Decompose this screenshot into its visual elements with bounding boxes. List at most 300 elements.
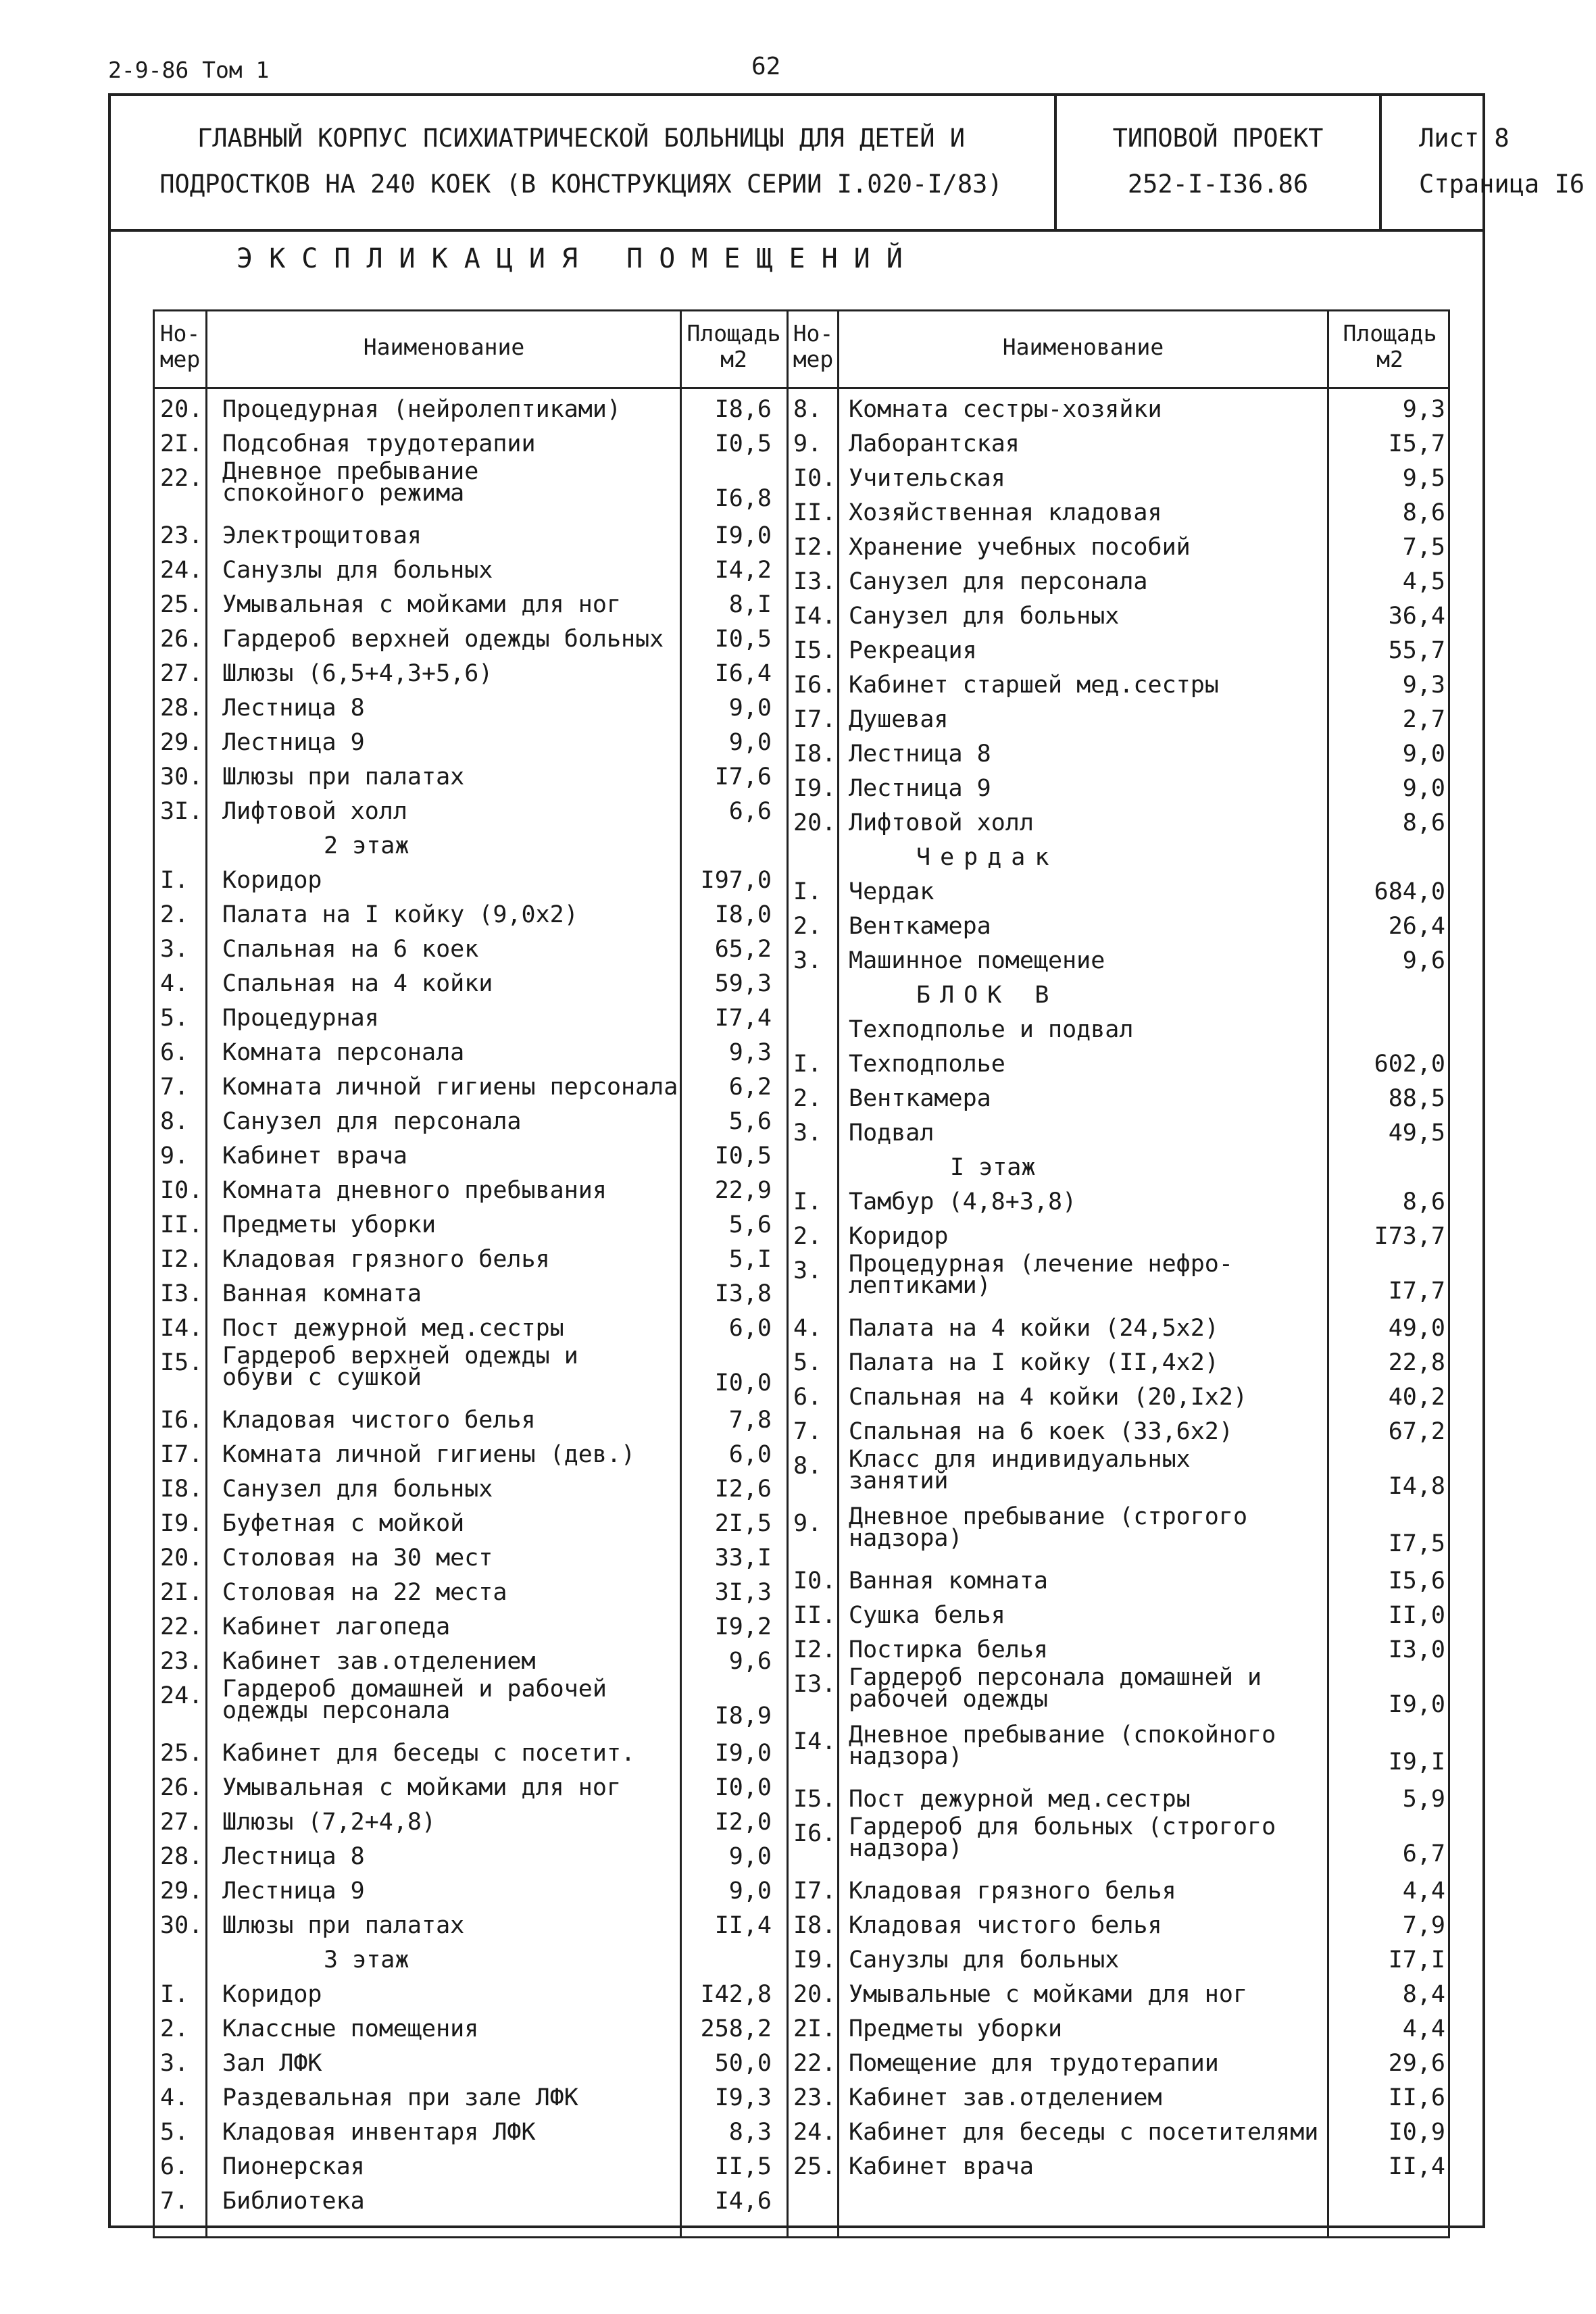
room-number: I. [160, 1981, 189, 2008]
room-name: Умывальные с мойками для ног [849, 1981, 1248, 2008]
room-number: I. [160, 867, 189, 894]
room-area: I0,5 [714, 430, 772, 457]
col-divider [1327, 311, 1329, 2236]
room-number: 26. [160, 626, 203, 653]
room-name: Учительская [849, 465, 1005, 492]
room-name: Классные помещения [222, 2015, 479, 2042]
room-area: 22,9 [714, 1177, 772, 1204]
room-number: I8. [793, 740, 837, 768]
room-number: 6. [160, 2153, 189, 2180]
room-name: Кабинет для беседы с посетителями [849, 2119, 1319, 2146]
room-number: I6. [160, 1407, 203, 1434]
room-area: 36,4 [1388, 603, 1445, 630]
room-name: Спальная на 4 койки (20,Iх2) [849, 1384, 1248, 1411]
room-number: I5. [793, 637, 837, 664]
room-area: 4,4 [1402, 2015, 1445, 2042]
sheet-cell [1382, 93, 1585, 229]
room-area: 8,6 [1402, 1188, 1445, 1215]
room-name: Пост дежурной мед.сестры [849, 1786, 1191, 1813]
room-name-continued: надзора) [849, 1743, 963, 1770]
room-area: I7,I [1388, 1946, 1445, 1973]
room-number: I7. [160, 1441, 203, 1468]
room-number: I9. [160, 1510, 203, 1537]
room-name: Венткамера [849, 913, 991, 940]
title-block [108, 93, 1585, 232]
room-area: 9,3 [728, 1039, 772, 1066]
room-name: Санузел для больных [849, 603, 1120, 630]
sheet-number: Лист 8 [1419, 123, 1510, 153]
room-number: 9. [793, 430, 822, 457]
room-name: Подвал [849, 1120, 934, 1147]
room-name: Дневное пребывание (спокойного [849, 1721, 1276, 1749]
room-area: 8,6 [1402, 499, 1445, 526]
room-area: 6,0 [728, 1315, 772, 1342]
room-area: I0,0 [714, 1774, 772, 1801]
room-number: I0. [160, 1177, 203, 1204]
room-name: Комната личной гигиены (дев.) [222, 1441, 636, 1468]
room-area: 5,6 [728, 1108, 772, 1135]
room-number: 7. [160, 1074, 189, 1101]
room-number: 8. [793, 1453, 822, 1480]
room-area: I0,9 [1388, 2119, 1445, 2146]
room-name: Кабинет врача [849, 2153, 1034, 2180]
room-area: 9,3 [1402, 396, 1445, 423]
room-name-continued: рабочей одежды [849, 1686, 1049, 1713]
room-area: 9,0 [728, 1878, 772, 1905]
page-number: 62 [751, 53, 781, 80]
room-area: I9,0 [1388, 1691, 1445, 1718]
room-number: 2I. [160, 1579, 203, 1606]
room-name: Чердак [849, 878, 934, 905]
room-name: Техподполье и подвал [849, 1016, 1134, 1043]
room-name: Техподполье [849, 1051, 1005, 1078]
room-name: Раздевальная при зале ЛФК [222, 2084, 578, 2111]
room-name: Санузлы для больных [849, 1946, 1120, 1973]
room-name: Спальная на 6 коек [222, 936, 479, 963]
room-area: 22,8 [1388, 1349, 1445, 1376]
room-name: Комната персонала [222, 1039, 465, 1066]
room-name: Кабинет старшей мед.сестры [849, 672, 1219, 699]
room-number: 23. [160, 522, 203, 549]
room-name: Процедурная (лечение нефро- [849, 1251, 1233, 1278]
room-area: I6,8 [714, 485, 772, 512]
room-name: Коридор [222, 867, 322, 894]
room-number: 2. [160, 2015, 189, 2042]
title-line-2: ПОДРОСТКОВ НА 240 КОЕК (В КОНСТРУКЦИЯХ СЕРИИ I.020-I/83) [159, 169, 1003, 199]
room-number: 7. [160, 2188, 189, 2215]
room-area: 7,9 [1402, 1912, 1445, 1939]
room-area: 3I,3 [714, 1579, 772, 1606]
room-name: Зал ЛФК [222, 2050, 322, 2077]
document-code: 2-9-86 Том 1 [108, 57, 270, 83]
room-area: 4,4 [1402, 1878, 1445, 1905]
room-number: 5. [160, 1005, 189, 1032]
room-number: 22. [160, 1613, 203, 1640]
room-number: 20. [160, 1544, 203, 1571]
room-name: Шлюзы (7,2+4,8) [222, 1809, 437, 1836]
header-name-right: Наименование [1002, 334, 1164, 360]
room-area: 49,5 [1388, 1120, 1445, 1147]
room-area: I4,2 [714, 557, 772, 584]
floor-title: 3 этаж [324, 1946, 409, 1973]
room-name: Шлюзы при палатах [222, 763, 465, 790]
room-name: Столовая на 22 места [222, 1579, 507, 1606]
room-name-continued: надзора) [849, 1835, 963, 1862]
room-number: 29. [160, 1878, 203, 1905]
room-name: Коридор [849, 1223, 949, 1250]
room-area: 9,5 [1402, 465, 1445, 492]
room-number: 25. [160, 591, 203, 618]
room-number: 23. [160, 1648, 203, 1675]
header-divider [155, 387, 1448, 389]
room-area: 9,0 [728, 695, 772, 722]
room-number: 9. [793, 1510, 822, 1537]
room-number: I2. [793, 534, 837, 561]
room-area: 9,0 [728, 1843, 772, 1870]
room-number: 3. [793, 1257, 822, 1284]
room-area: II,0 [1388, 1602, 1445, 1629]
room-area: 50,0 [714, 2050, 772, 2077]
room-area: 8,4 [1402, 1981, 1445, 2008]
room-area: 2I,5 [714, 1510, 772, 1537]
room-number: I5. [160, 1349, 203, 1376]
room-name: Комната личной гигиены персонала [222, 1074, 678, 1101]
room-name: Спальная на 4 койки [222, 970, 493, 997]
room-number: 3. [160, 2050, 189, 2077]
room-name: Душевая [849, 706, 949, 733]
room-name: Столовая на 30 мест [222, 1544, 493, 1571]
room-number: I5. [793, 1786, 837, 1813]
room-name: Помещение для трудотерапии [849, 2050, 1219, 2077]
room-name: Ванная комната [222, 1280, 422, 1307]
room-number: 2I. [160, 430, 203, 457]
room-number: 2. [160, 901, 189, 928]
room-number: I0. [793, 465, 837, 492]
room-name: Коридор [222, 1981, 322, 2008]
sheet-page: Страница I6 [1419, 169, 1585, 199]
room-number: I9. [793, 775, 837, 802]
room-area: I7,6 [714, 763, 772, 790]
room-name: Лестница 8 [222, 695, 365, 722]
room-name: Кабинет зав.отделением [849, 2084, 1162, 2111]
room-area: 65,2 [714, 936, 772, 963]
room-number: I7. [793, 1878, 837, 1905]
room-name: Палата на 4 койки (24,5х2) [849, 1315, 1219, 1342]
room-number: I6. [793, 672, 837, 699]
room-number: 30. [160, 763, 203, 790]
section-title: БЛОК В [916, 982, 1059, 1009]
room-number: 3. [160, 936, 189, 963]
room-area: I2,6 [714, 1476, 772, 1503]
room-number: I3. [160, 1280, 203, 1307]
col-divider [837, 311, 839, 2236]
room-area: I2,0 [714, 1809, 772, 1836]
room-number: 6. [160, 1039, 189, 1066]
room-name: Лестница 9 [849, 775, 991, 802]
room-name-continued: занятий [849, 1467, 949, 1494]
room-number: 4. [160, 2084, 189, 2111]
room-area: 8,I [728, 591, 772, 618]
room-number: 5. [160, 2119, 189, 2146]
room-name: Умывальная с мойками для ног [222, 1774, 622, 1801]
room-area: II,4 [714, 1912, 772, 1939]
room-number: 24. [793, 2119, 837, 2146]
room-area: I3,0 [1388, 1636, 1445, 1663]
floor-title: 2 этаж [324, 832, 409, 859]
col-divider [787, 311, 789, 2236]
room-name: Кабинет для беседы с посетит. [222, 1740, 636, 1767]
room-name: Лестница 9 [222, 729, 365, 756]
room-name: Электрощитовая [222, 522, 422, 549]
room-number: 6. [793, 1384, 822, 1411]
project-label: ТИПОВОЙ ПРОЕКТ [1112, 123, 1324, 153]
room-name: Кладовая чистого белья [222, 1407, 536, 1434]
room-name: Дневное пребывание (строгого [849, 1503, 1248, 1530]
col-divider [680, 311, 682, 2236]
room-number: 9. [160, 1142, 189, 1169]
room-name: Шлюзы при палатах [222, 1912, 465, 1939]
room-number: I8. [793, 1912, 837, 1939]
room-area: I9,0 [714, 1740, 772, 1767]
room-number: 20. [793, 1981, 837, 2008]
room-name: Кладовая грязного белья [222, 1246, 550, 1273]
room-area: I4,6 [714, 2188, 772, 2215]
floor-title: I этаж [950, 1154, 1036, 1181]
room-name: Санузел для персонала [222, 1108, 522, 1135]
room-name: Кладовая чистого белья [849, 1912, 1162, 1939]
room-name: Тамбур (4,8+3,8) [849, 1188, 1077, 1215]
room-name: Лестница 8 [849, 740, 991, 768]
room-number: 4. [793, 1315, 822, 1342]
room-area: II,5 [714, 2153, 772, 2180]
room-area: 6,7 [1402, 1840, 1445, 1867]
room-area: I0,5 [714, 626, 772, 653]
room-number: II. [160, 1211, 203, 1238]
room-area: 2,7 [1402, 706, 1445, 733]
room-area: I9,2 [714, 1613, 772, 1640]
room-area: II,6 [1388, 2084, 1445, 2111]
room-area: 9,0 [1402, 740, 1445, 768]
room-area: I8,0 [714, 901, 772, 928]
room-area: 88,5 [1388, 1085, 1445, 1112]
room-number: I4. [793, 603, 837, 630]
room-area: 29,6 [1388, 2050, 1445, 2077]
room-name: Лаборантская [849, 430, 1020, 457]
room-number: 4. [160, 970, 189, 997]
room-area: 5,9 [1402, 1786, 1445, 1813]
room-area: I5,6 [1388, 1567, 1445, 1594]
room-number: I. [793, 1051, 822, 1078]
room-number: 20. [160, 396, 203, 423]
header-name-left: Наименование [363, 334, 525, 360]
room-name: Кабинет лагопеда [222, 1613, 451, 1640]
room-area: I5,7 [1388, 430, 1445, 457]
room-number: I. [793, 1188, 822, 1215]
room-number: 3I. [160, 798, 203, 825]
room-name: Библиотека [222, 2188, 365, 2215]
room-number: 22. [160, 465, 203, 492]
room-number: 24. [160, 1682, 203, 1709]
room-number: I. [793, 878, 822, 905]
room-area: 55,7 [1388, 637, 1445, 664]
room-name: Постирка белья [849, 1636, 1049, 1663]
room-name: Палата на I койку (II,4х2) [849, 1349, 1219, 1376]
room-number: I3. [793, 1671, 837, 1698]
room-name: Санузел для персонала [849, 568, 1148, 595]
room-name: Сушка белья [849, 1602, 1005, 1629]
room-name: Шлюзы (6,5+4,3+5,6) [222, 660, 493, 687]
room-name: Кабинет зав.отделением [222, 1648, 536, 1675]
room-area: 49,0 [1388, 1315, 1445, 1342]
room-area: 684,0 [1374, 878, 1445, 905]
room-area: I3,8 [714, 1280, 772, 1307]
room-number: 8. [160, 1108, 189, 1135]
room-name: Гардероб верхней одежды и [222, 1342, 578, 1369]
room-number: I0. [793, 1567, 837, 1594]
room-name-continued: спокойного режима [222, 480, 465, 507]
room-name: Венткамера [849, 1085, 991, 1112]
room-area: 602,0 [1374, 1051, 1445, 1078]
room-name: Лифтовой холл [222, 798, 407, 825]
room-area: 9,3 [1402, 672, 1445, 699]
room-area: 9,0 [728, 729, 772, 756]
room-name: Кладовая инвентаря ЛФК [222, 2119, 536, 2146]
room-number: 23. [793, 2084, 837, 2111]
header-area-left: Площадь м2 [687, 320, 781, 372]
room-name-continued: лептиками) [849, 1272, 991, 1299]
rooms-table [153, 309, 1450, 2238]
room-name: Санузел для больных [222, 1476, 493, 1503]
room-name: Комната дневного пребывания [222, 1177, 607, 1204]
room-number: I4. [793, 1728, 837, 1755]
room-area: 8,6 [1402, 809, 1445, 836]
document-title [108, 93, 1057, 229]
room-area: 7,8 [728, 1407, 772, 1434]
room-name: Лестница 8 [222, 1843, 365, 1870]
room-name: Рекреация [849, 637, 977, 664]
room-number: II. [793, 1602, 837, 1629]
col-divider [205, 311, 207, 2236]
room-area: II,4 [1388, 2153, 1445, 2180]
room-number: 29. [160, 729, 203, 756]
room-area: 33,I [714, 1544, 772, 1571]
section-title: Чердак [916, 844, 1059, 871]
room-number: 2. [793, 1085, 822, 1112]
header-area-right: Площадь м2 [1343, 320, 1437, 372]
room-name: Кладовая грязного белья [849, 1878, 1176, 1905]
room-name: Гардероб домашней и рабочей [222, 1676, 607, 1703]
room-number: 3. [793, 947, 822, 974]
room-name: Гардероб верхней одежды больных [222, 626, 664, 653]
room-area: 4,5 [1402, 568, 1445, 595]
room-name: Кабинет врача [222, 1142, 407, 1169]
room-name: Дневное пребывание [222, 458, 479, 485]
room-name: Буфетная с мойкой [222, 1510, 465, 1537]
room-name-continued: одежды персонала [222, 1697, 451, 1724]
room-number: 2. [793, 1223, 822, 1250]
room-number: 26. [160, 1774, 203, 1801]
room-area: I97,0 [700, 867, 772, 894]
room-name: Гардероб для больных (строгого [849, 1813, 1276, 1840]
room-number: 28. [160, 695, 203, 722]
project-cell [1057, 93, 1382, 229]
room-area: 5,6 [728, 1211, 772, 1238]
room-area: 7,5 [1402, 534, 1445, 561]
room-name: Предметы уборки [849, 2015, 1063, 2042]
room-name: Машинное помещение [849, 947, 1105, 974]
room-area: I8,9 [714, 1703, 772, 1730]
room-name: Пост дежурной мед.сестры [222, 1315, 564, 1342]
room-name: Хранение учебных пособий [849, 534, 1191, 561]
room-number: II. [793, 499, 837, 526]
room-number: 27. [160, 660, 203, 687]
room-area: I9,0 [714, 522, 772, 549]
room-number: I6. [793, 1820, 837, 1847]
room-area: I9,3 [714, 2084, 772, 2111]
room-name: Палата на I койку (9,0х2) [222, 901, 578, 928]
room-area: 6,6 [728, 798, 772, 825]
room-area: I0,0 [714, 1369, 772, 1397]
room-name: Хозяйственная кладовая [849, 499, 1162, 526]
room-name: Санузлы для больных [222, 557, 493, 584]
room-number: 24. [160, 557, 203, 584]
room-area: 6,2 [728, 1074, 772, 1101]
room-area: 9,6 [1402, 947, 1445, 974]
room-number: 22. [793, 2050, 837, 2077]
room-number: 7. [793, 1418, 822, 1445]
room-name-continued: обуви с сушкой [222, 1364, 422, 1391]
room-area: 6,0 [728, 1441, 772, 1468]
room-number: 25. [160, 1740, 203, 1767]
room-area: 9,0 [1402, 775, 1445, 802]
room-area: 40,2 [1388, 1384, 1445, 1411]
room-area: 9,6 [728, 1648, 772, 1675]
room-number: I9. [793, 1946, 837, 1973]
room-area: 258,2 [700, 2015, 772, 2042]
room-number: I2. [793, 1636, 837, 1663]
room-number: 27. [160, 1809, 203, 1836]
room-name-continued: надзора) [849, 1525, 963, 1552]
room-name: Комната сестры-хозяйки [849, 396, 1162, 423]
header-number-left: Но- мер [159, 320, 201, 372]
room-area: I4,8 [1388, 1473, 1445, 1500]
room-area: I7,5 [1388, 1530, 1445, 1557]
room-area: I7,7 [1388, 1278, 1445, 1305]
room-name: Лестница 9 [222, 1878, 365, 1905]
room-number: 28. [160, 1843, 203, 1870]
room-area: 8,3 [728, 2119, 772, 2146]
room-number: 30. [160, 1912, 203, 1939]
room-number: 5. [793, 1349, 822, 1376]
room-area: I73,7 [1374, 1223, 1445, 1250]
room-number: 2I. [793, 2015, 837, 2042]
room-area: 59,3 [714, 970, 772, 997]
room-name: Гардероб персонала домашней и [849, 1664, 1262, 1691]
header-number-right: Но- мер [793, 320, 834, 372]
room-number: 3. [793, 1120, 822, 1147]
room-number: 25. [793, 2153, 837, 2180]
section-heading: ЭКСПЛИКАЦИЯ ПОМЕЩЕНИЙ [236, 243, 919, 274]
room-area: 67,2 [1388, 1418, 1445, 1445]
room-area: I9,I [1388, 1749, 1445, 1776]
room-number: 20. [793, 809, 837, 836]
room-area: I0,5 [714, 1142, 772, 1169]
room-name: Ванная комната [849, 1567, 1049, 1594]
room-name: Предметы уборки [222, 1211, 437, 1238]
room-area: I7,4 [714, 1005, 772, 1032]
room-area: I42,8 [700, 1981, 772, 2008]
room-name: Лифтовой холл [849, 809, 1034, 836]
